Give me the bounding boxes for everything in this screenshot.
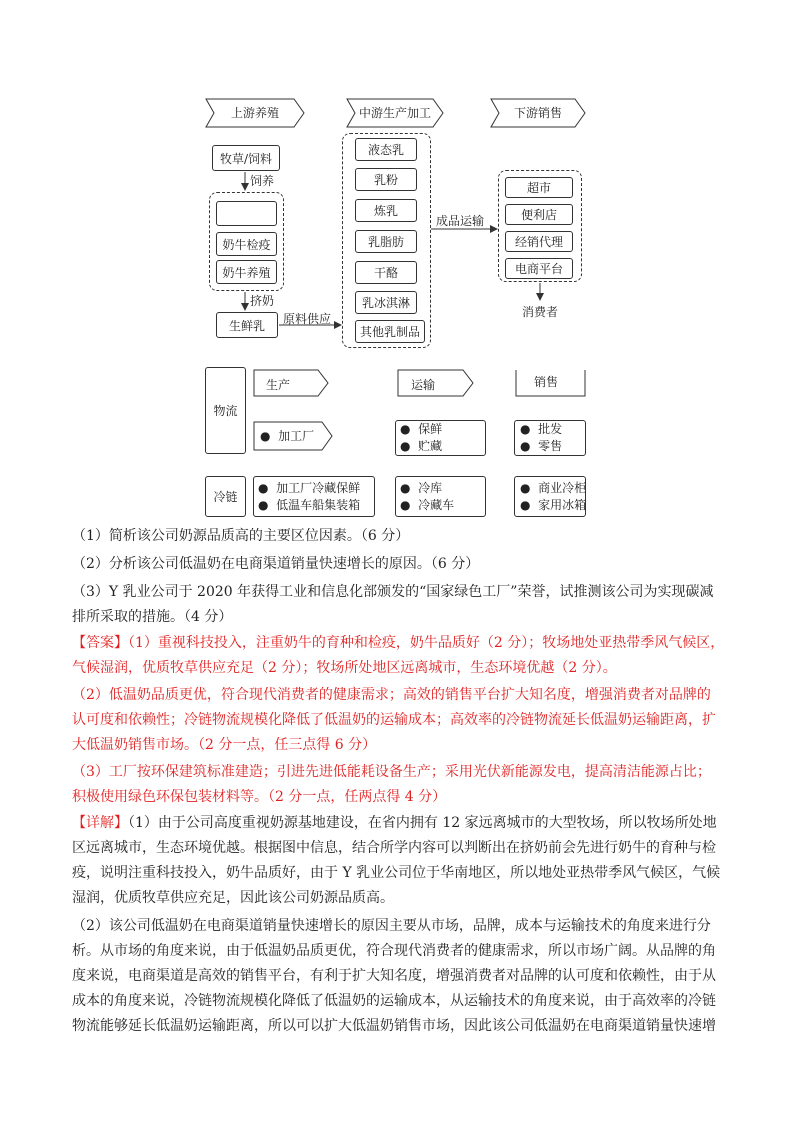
question-1: （1）简析该公司奶源品质高的主要区位因素。（6 分） xyxy=(72,528,410,544)
milk-arrow-label: 挤奶 xyxy=(250,294,275,308)
product-box: 乳冰淇淋 xyxy=(355,291,417,314)
cold-transport-item: ● 冷藏车 xyxy=(400,498,455,512)
cattle-breeding-box: 奶牛养殖 xyxy=(216,260,277,284)
product-box: 炼乳 xyxy=(355,199,417,222)
channel-box: 经销代理 xyxy=(505,231,573,252)
product-box: 液态乳 xyxy=(355,138,417,161)
logistics-row-label: 物流 xyxy=(205,367,246,454)
header-sales: 销售 xyxy=(534,375,559,389)
consumer-label: 消费者 xyxy=(522,305,559,319)
transport-arrow-label: 成品运输 xyxy=(436,214,485,228)
fresh-milk-box: 生鲜乳 xyxy=(216,312,278,338)
feed-box: 牧草/饲料 xyxy=(212,145,280,171)
transport-item: ● 保鲜 xyxy=(400,422,443,436)
channel-box: 便利店 xyxy=(505,204,573,225)
channel-box: 电商平台 xyxy=(505,258,573,279)
detail-part-1: 【详解】（1）由于公司高度重视奶源基地建设，在省内拥有 12 家远离城市的大型牧场，所以牧场所处地 区远离城市，生态环境优越。根据图中信息，结合所学内容可以判断出在挤奶前会先进行奶牛的育种与检 疫，说明注重科技投入，奶牛品质好，由于 Y 乳业公司位于华南地区，所以地处亚热带季风气候区，气候 湿润，优质牧草供应充足，因此该公司奶源品质高。 xyxy=(72,815,721,906)
supply-arrow-label: 原料供应 xyxy=(283,312,332,326)
transport-item: ● 贮藏 xyxy=(400,439,443,453)
product-box: 乳粉 xyxy=(355,168,417,191)
feed-arrow-label: 饲养 xyxy=(250,174,275,188)
channel-box: 超市 xyxy=(505,177,573,198)
produce-item: ● 加工厂 xyxy=(260,429,315,443)
cold-sales-item: ● 商业冷柜 xyxy=(520,481,587,495)
answer-part-3: （3）工厂按环保建筑标准建造；引进先进低能耗设备生产；采用光伏新能源发电，提高清洁能源占比； 积极使用绿色环保包装材料等。（2 分一点，任两点得 4 分） xyxy=(72,764,711,805)
product-box: 干酪 xyxy=(355,261,417,284)
upstream-blank-box xyxy=(216,201,277,226)
detail-part-2: （2）该公司低温奶在电商渠道销量快速增长的原因主要从市场，品牌，成本与运输技术的角度来进行分 析。从市场的角度来说，由于低温奶品质更优，符合现代消费者的健康需求，所以市场广阔。从品牌的角 度来说，电商渠道是高效的销售平台，有利于扩大知名度，增强消费者对品牌的认可度和依赖性，由于从 成本的角度来说，冷链物流规模化降低了低温奶的运输成本，从运输技术的角度来说，由于高效率的冷链 物流能够延长低温奶运输距离，所以可以扩大低温奶销售市场，因此该公司低温奶在电商渠道销量快速增 xyxy=(72,918,716,1034)
cold-transport-item: ● 冷库 xyxy=(400,481,443,495)
stage-midstream-label: 中游生产加工 xyxy=(358,106,431,120)
cattle-quarantine-box: 奶牛检疫 xyxy=(216,232,277,256)
cold-produce-item: ● 加工厂冷藏保鲜 xyxy=(258,481,361,495)
stage-upstream-label: 上游养殖 xyxy=(230,106,279,120)
header-transport-shape xyxy=(398,370,473,396)
product-box: 乳脂肪 xyxy=(355,230,417,253)
stage-downstream-label: 下游销售 xyxy=(513,106,562,120)
sales-item: ● 批发 xyxy=(520,422,563,436)
question-2: （2）分析该公司低温奶在电商渠道销量快速增长的原因。（6 分） xyxy=(72,556,480,572)
cold-sales-item: ● 家用冰箱 xyxy=(520,498,587,512)
cold-chain-row-label: 冷链 xyxy=(205,476,246,517)
product-box: 其他乳制品 xyxy=(355,320,425,343)
header-transport: 运输 xyxy=(411,378,436,392)
sales-item: ● 零售 xyxy=(520,439,563,453)
question-3: （3）Y 乳业公司于 2020 年获得工业和信息化部颁发的“国家绿色工厂”荣誉，试推测该公司为实现碳减 排所采取的措施。（4 分） xyxy=(72,584,714,625)
answer-part-1: 【答案】（1）重视科技投入，注重奶牛的育种和检疫，奶牛品质好（2 分）；牧场地处亚热带季风气候区， 气候湿润，优质牧草供应充足（2 分）；牧场所处地区远离城市，生态环境优越（2 分）。 xyxy=(72,635,725,676)
header-produce: 生产 xyxy=(266,378,291,392)
cold-produce-item: ● 低温车船集装箱 xyxy=(258,498,361,512)
answer-part-2: （2）低温奶品质更优，符合现代消费者的健康需求；高效的销售平台扩大知名度，增强消费者对品牌的 认可度和依赖性；冷链物流规模化降低了低温奶的运输成本；高效率的冷链物流延长低温奶运输距离，扩 大低温奶销售市场。（2 分一点，任三点得 6 分） xyxy=(72,687,716,753)
